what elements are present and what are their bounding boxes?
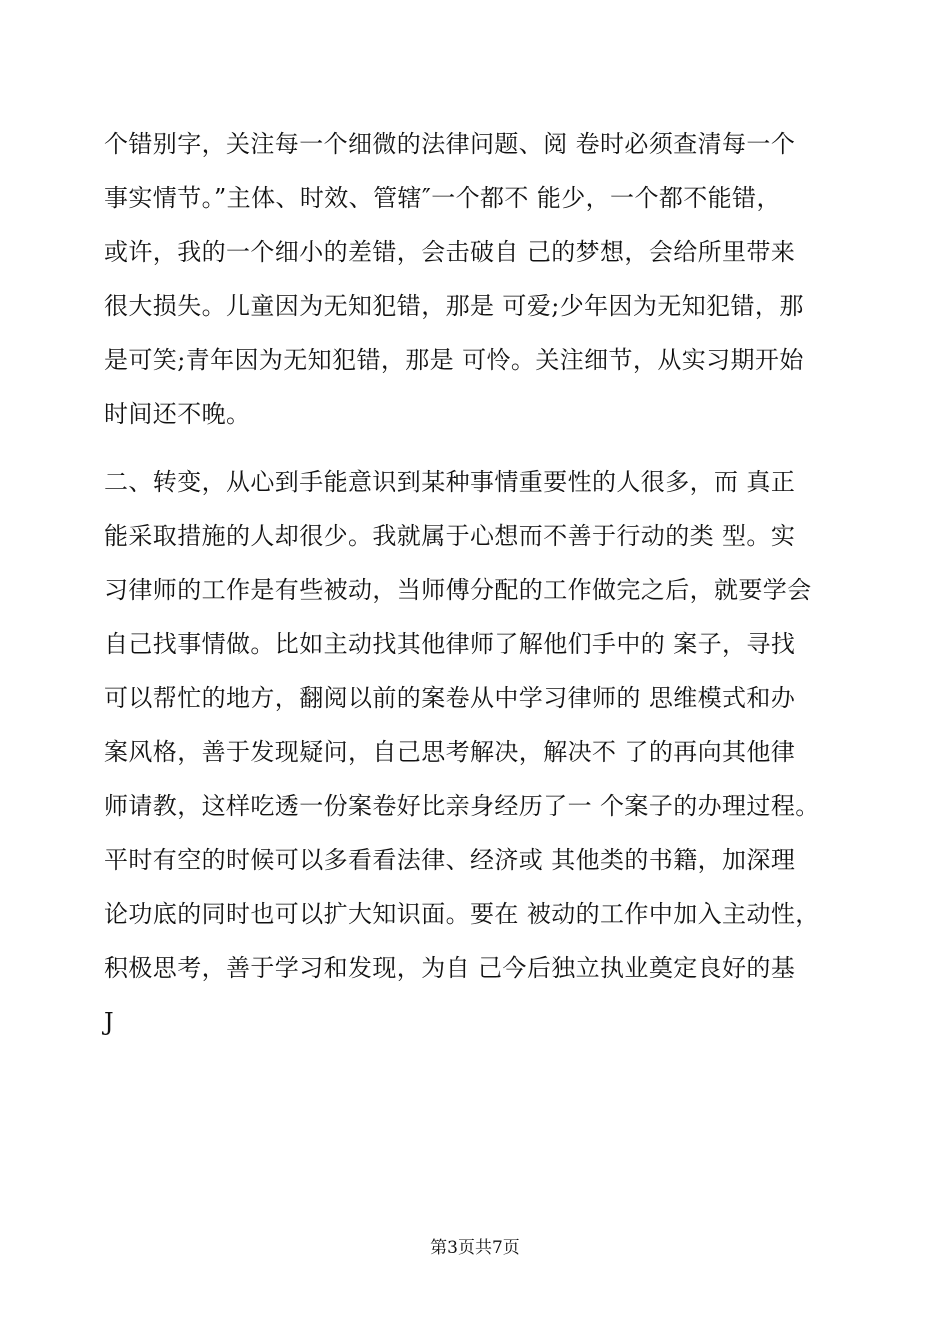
text-line: 论功底的同时也可以扩大知识面。要在 被动的工作中加入主动性， (104, 900, 820, 928)
text-line: 是可笑;青年因为无知犯错，那是 可怜。关注细节，从实习期开始 (104, 346, 804, 374)
text-line: 时间还不晚。 (104, 400, 251, 428)
text-line: 师请教，这样吃透一份案卷好比亲身经历了一 个案子的办理过程。 (104, 792, 820, 820)
text-line: 案风格，善于发现疑问，自己思考解决，解决不 了的再向其他律 (104, 738, 796, 766)
text-line: 习律师的工作是有些被动，当师傅分配的工作做完之后，就要学会 (104, 576, 812, 604)
text-line: 自己找事情做。比如主动找其他律师了解他们手中的 案子，寻找 (104, 630, 796, 658)
paragraph-transformation (104, 455, 864, 1049)
text-line: 平时有空的时候可以多看看法律、经济或 其他类的书籍，加深理 (104, 846, 796, 874)
text-line: 二、转变，从心到手能意识到某种事情重要性的人很多，而 真正 (104, 468, 796, 496)
paragraph-attention-to-detail (104, 117, 864, 441)
text-line: 可以帮忙的地方，翻阅以前的案卷从中学习律师的 思维模式和办 (104, 684, 796, 712)
page-number: 第3页共7页 (430, 1238, 520, 1258)
text-line: 能采取措施的人却很少。我就属于心想而不善于行动的类 型。实 (104, 522, 796, 550)
text-line: 事实情节。”主体、时效、管辖″一个都不 能少，一个都不能错， (104, 184, 781, 212)
text-line: 个错别字，关注每一个细微的法律问题、阅 卷时必须查清每一个 (104, 130, 796, 158)
text-line: 积极思考，善于学习和发现，为自 己今后独立执业奠定良好的基 (104, 954, 796, 982)
text-line: J (104, 1008, 115, 1036)
text-line: 或许，我的一个细小的差错，会击破自 己的梦想，会给所里带来 (104, 238, 796, 266)
text-line: 很大损失。儿童因为无知犯错，那是 可爱;少年因为无知犯错，那 (104, 292, 804, 320)
